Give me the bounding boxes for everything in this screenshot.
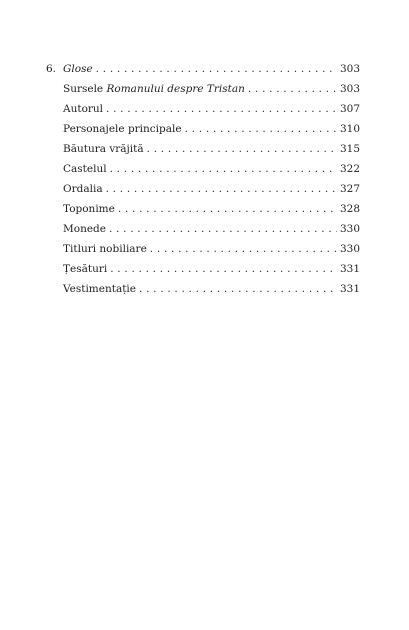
dot-leader xyxy=(147,142,337,156)
toc-entry-row xyxy=(46,162,360,182)
toc-entry-row xyxy=(46,242,360,262)
dot-leader xyxy=(110,262,337,276)
entry-title: Personajele principale xyxy=(63,122,185,136)
dot-leader xyxy=(106,102,337,116)
page-number: 328 xyxy=(337,202,360,216)
entry-title: Autorul xyxy=(63,102,106,116)
toc-entry-row xyxy=(46,262,360,282)
entry-title: Ordalia xyxy=(63,182,106,196)
page-number: 331 xyxy=(337,282,360,296)
toc-entry-row xyxy=(46,222,360,242)
dot-leader xyxy=(248,82,337,96)
dot-leader xyxy=(150,242,337,256)
toc-entry-row xyxy=(46,82,360,102)
page-number: 327 xyxy=(337,182,360,196)
dot-leader xyxy=(109,222,337,236)
page-number: 303 xyxy=(337,62,360,76)
page-number: 322 xyxy=(337,162,360,176)
toc-entry-row xyxy=(46,102,360,122)
chapter-number: 6. xyxy=(46,63,57,75)
page-number: 310 xyxy=(337,122,360,136)
page-number: 330 xyxy=(337,242,360,256)
toc-entry-row xyxy=(46,122,360,142)
toc-entry-row xyxy=(46,142,360,162)
page-number: 303 xyxy=(337,82,360,96)
entry-title: Sursele Romanului despre Tristan xyxy=(63,82,248,96)
dot-leader xyxy=(118,202,337,216)
dot-leader xyxy=(110,162,337,176)
toc-chapter-row xyxy=(46,62,360,82)
chapter-title: Glose xyxy=(63,62,96,76)
page-number: 307 xyxy=(337,102,360,116)
entry-title: Țesături xyxy=(63,262,110,276)
entry-title: Titluri nobiliare xyxy=(63,242,150,256)
entry-title: Băutura vrăjită xyxy=(63,142,147,156)
toc-entry-row xyxy=(46,282,360,302)
entry-title: Toponime xyxy=(63,202,118,216)
dot-leader xyxy=(185,122,337,136)
table-of-contents xyxy=(46,62,360,302)
dot-leader xyxy=(139,282,337,296)
toc-entry-row xyxy=(46,182,360,202)
toc-entry-row xyxy=(46,202,360,222)
dot-leader xyxy=(96,62,337,76)
entry-title: Castelul xyxy=(63,162,110,176)
page-number: 315 xyxy=(337,142,360,156)
page-number: 331 xyxy=(337,262,360,276)
dot-leader xyxy=(106,182,337,196)
entry-title: Monede xyxy=(63,222,109,236)
page-number: 330 xyxy=(337,222,360,236)
entry-title: Vestimentație xyxy=(63,282,139,296)
